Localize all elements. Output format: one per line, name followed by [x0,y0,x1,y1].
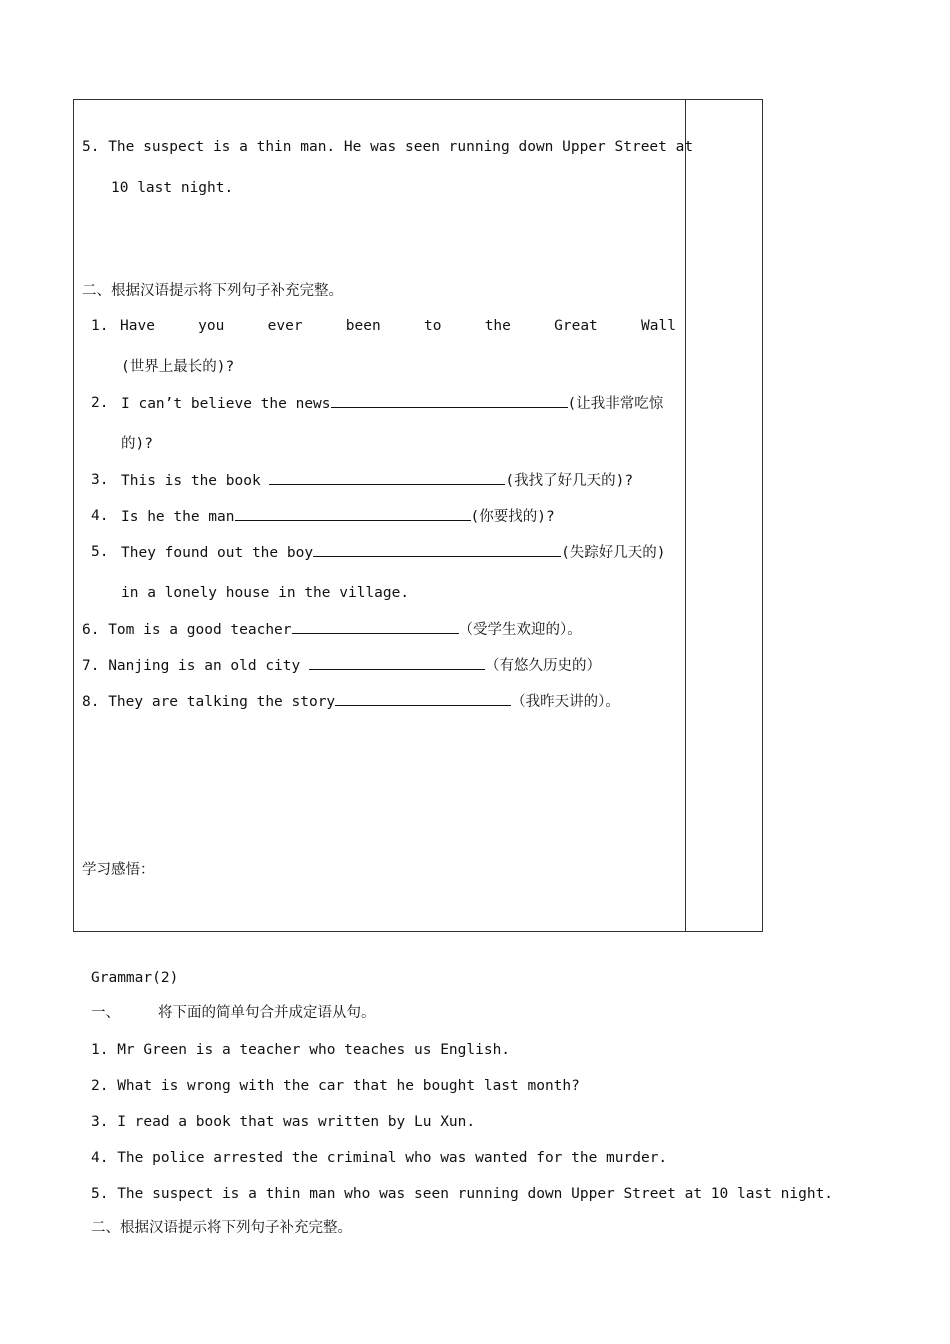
section-1-number: 一、 [91,1005,120,1021]
item-1-word: you [198,318,225,334]
sentence-1: 1. Mr Green is a teacher who teaches us English. [91,1042,511,1058]
item-4-text: Is he the man [121,509,235,525]
item-7-line [82,655,601,676]
item-6-line [82,619,582,640]
sentence-4: 4. The police arrested the criminal who was wanted for the murder. [91,1150,668,1166]
item-7-blank[interactable] [309,655,485,670]
item-3-blank[interactable] [269,470,505,485]
reflection-label: 学习感悟： [82,862,155,878]
item-1-word: Wall [641,318,676,334]
item-6-blank[interactable] [292,619,459,634]
item-6-text: 6. Tom is a good teacher [82,622,292,638]
item-2-hint-continued: 的)? [121,436,153,452]
item-5-hint: (失踪好几天的) [561,545,666,561]
item-8-hint: （我昨天讲的）。 [511,694,620,710]
item-2-blank[interactable] [331,393,568,408]
item-5-text: They found out the boy [121,545,314,561]
item-8-text: 8. They are talking the story [82,694,336,710]
item-4-line [121,506,555,527]
item-1-word: to [423,318,442,334]
item-1-sentence [120,316,676,336]
item-4-number: 4. [91,508,109,524]
sentence-5: 5. The suspect is a thin man who was seen running down Upper Street at 10 last night. [91,1186,834,1202]
item-1-word: been [345,318,381,334]
item-5-blank[interactable] [313,542,561,557]
item-1-word: Great [554,318,598,334]
sentence-2: 2. What is wrong with the car that he bought last month? [91,1078,580,1094]
item-5-number: 5. [91,544,109,560]
item-7-hint: （有悠久历史的） [484,658,601,674]
section-2-heading: 二、根据汉语提示将下列句子补充完整。 [82,283,343,299]
item-3-text: This is the book [121,473,270,489]
item-4-hint: (你要找的)? [470,509,555,525]
item-2-text: I can’t believe the news [121,396,331,412]
section-1-heading: 将下面的简单句合并成定语从句。 [158,1005,376,1021]
item-5-line [121,542,666,563]
item-7-text: 7. Nanjing is an old city [82,658,309,674]
item-4-blank[interactable] [235,506,471,521]
item-8-line [82,691,620,712]
grammar-title: Grammar(2) [91,970,179,986]
item-1-word: the [484,318,511,334]
item-1-number: 1. [91,318,109,334]
item-8-blank[interactable] [335,691,511,706]
item-3-number: 3. [91,472,109,488]
item-2-line [121,393,663,414]
item-2-number: 2. [91,395,109,411]
item-5-line-2: in a lonely house in the village. [121,585,410,601]
item-6-hint: （受学生欢迎的）。 [458,622,582,638]
sentence-3: 3. I read a book that was written by Lu Xun. [91,1114,476,1130]
question-5-line-1: 5. The suspect is a thin man. He was seen running down Upper Street at [82,139,694,155]
item-3-line [121,470,633,491]
item-2-hint: (让我非常吃惊 [567,396,664,412]
item-1-word: Have [120,318,155,334]
item-1-word: ever [267,318,303,334]
question-5-line-2: 10 last night. [111,180,234,196]
grammar-section-2-heading: 二、根据汉语提示将下列句子补充完整。 [91,1220,352,1236]
item-3-hint: (我找了好几天的)? [505,473,634,489]
table-column-divider [685,99,686,931]
item-1-hint: (世界上最长的)? [121,359,235,375]
